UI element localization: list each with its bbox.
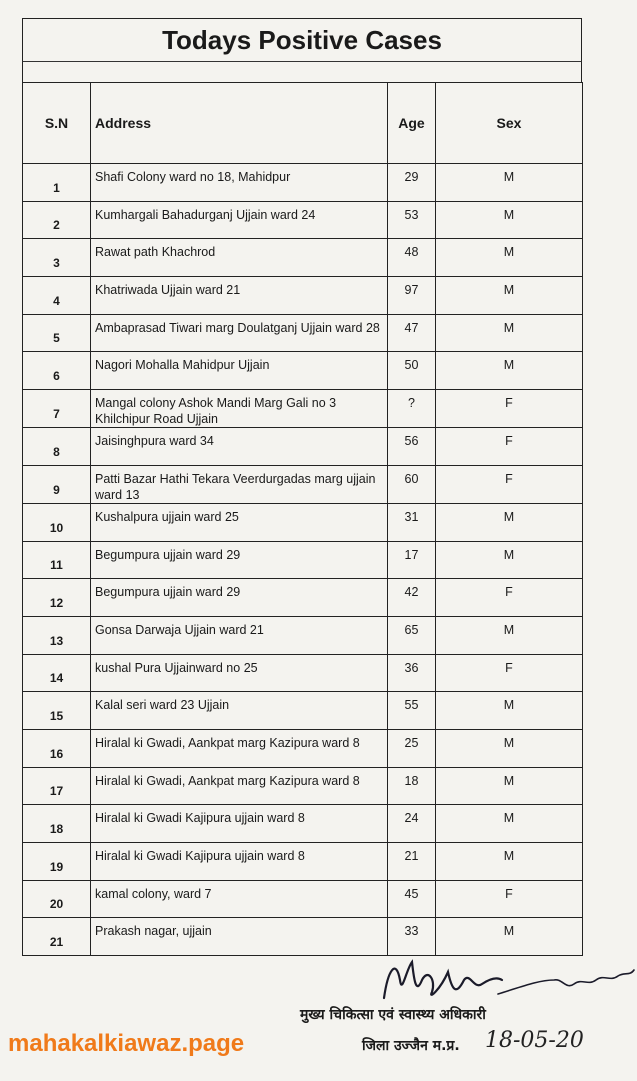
- table-row: [23, 314, 583, 352]
- row-sex: M: [436, 843, 583, 881]
- row-sex: M: [436, 503, 583, 541]
- row-sn: 7: [23, 390, 91, 428]
- row-address: Patti Bazar Hathi Tekara Veerdurgadas marg ujjain ward 13: [91, 465, 388, 503]
- row-age: 48: [388, 239, 436, 277]
- row-sn: 15: [23, 692, 91, 730]
- row-address: kushal Pura Ujjainward no 25: [91, 654, 388, 692]
- table-row: [23, 239, 583, 277]
- row-sex: M: [436, 729, 583, 767]
- row-sn: 18: [23, 805, 91, 843]
- row-age: ?: [388, 390, 436, 428]
- row-address: Hiralal ki Gwadi Kajipura ujjain ward 8: [91, 805, 388, 843]
- table-row: [23, 390, 583, 428]
- row-sex: M: [436, 239, 583, 277]
- table-row: [23, 201, 583, 239]
- row-age: 56: [388, 428, 436, 466]
- table-row: [23, 428, 583, 466]
- page-title: Todays Positive Cases: [162, 24, 442, 55]
- row-age: 53: [388, 201, 436, 239]
- row-age: 36: [388, 654, 436, 692]
- table-row: [23, 729, 583, 767]
- table-row: [23, 465, 583, 503]
- row-sex: M: [436, 201, 583, 239]
- table-row: [23, 805, 583, 843]
- row-sex: F: [436, 390, 583, 428]
- row-sex: M: [436, 918, 583, 956]
- watermark: mahakalkiawaz.page: [8, 1030, 245, 1057]
- row-age: 55: [388, 692, 436, 730]
- row-sex: M: [436, 314, 583, 352]
- header-age: Age: [388, 83, 436, 164]
- row-age: 31: [388, 503, 436, 541]
- row-sn: 21: [23, 918, 91, 956]
- row-age: 17: [388, 541, 436, 579]
- table-row: [23, 277, 583, 315]
- row-sn: 3: [23, 239, 91, 277]
- table-row: [23, 767, 583, 805]
- row-address: Prakash nagar, ujjain: [91, 918, 388, 956]
- row-address: Shafi Colony ward no 18, Mahidpur: [91, 164, 388, 202]
- row-sn: 16: [23, 729, 91, 767]
- row-age: 33: [388, 918, 436, 956]
- row-sn: 1: [23, 164, 91, 202]
- row-address: Hiralal ki Gwadi Kajipura ujjain ward 8: [91, 843, 388, 881]
- row-address: Hiralal ki Gwadi, Aankpat marg Kazipura ward 8: [91, 729, 388, 767]
- row-sn: 10: [23, 503, 91, 541]
- document-sheet: [22, 18, 582, 956]
- header-address: Address: [91, 83, 388, 164]
- row-age: 42: [388, 579, 436, 617]
- row-age: 25: [388, 729, 436, 767]
- table-row: [23, 164, 583, 202]
- table-row: [23, 843, 583, 881]
- row-sn: 8: [23, 428, 91, 466]
- row-sex: M: [436, 352, 583, 390]
- row-sex: F: [436, 465, 583, 503]
- row-sn: 12: [23, 579, 91, 617]
- row-sex: M: [436, 164, 583, 202]
- row-address: Begumpura ujjain ward 29: [91, 579, 388, 617]
- row-sn: 13: [23, 616, 91, 654]
- row-address: Kushalpura ujjain ward 25: [91, 503, 388, 541]
- row-address: Gonsa Darwaja Ujjain ward 21: [91, 616, 388, 654]
- row-address: Hiralal ki Gwadi, Aankpat marg Kazipura ward 8: [91, 767, 388, 805]
- table-row: [23, 541, 583, 579]
- row-sn: 9: [23, 465, 91, 503]
- row-address: Kalal seri ward 23 Ujjain: [91, 692, 388, 730]
- row-address: Jaisinghpura ward 34: [91, 428, 388, 466]
- row-address: Mangal colony Ashok Mandi Marg Gali no 3 Khilchipur Road Ujjain: [91, 390, 388, 428]
- signed-date: 18-05-20: [485, 1028, 584, 1053]
- table-row: [23, 579, 583, 617]
- row-sex: F: [436, 654, 583, 692]
- row-sn: 6: [23, 352, 91, 390]
- table-row: [23, 616, 583, 654]
- row-sn: 20: [23, 880, 91, 918]
- row-address: Rawat path Khachrod: [91, 239, 388, 277]
- row-age: 97: [388, 277, 436, 315]
- row-age: 47: [388, 314, 436, 352]
- row-sn: 17: [23, 767, 91, 805]
- table-row: [23, 503, 583, 541]
- row-sn: 11: [23, 541, 91, 579]
- row-sn: 5: [23, 314, 91, 352]
- table-row: [23, 352, 583, 390]
- row-address: kamal colony, ward 7: [91, 880, 388, 918]
- row-sex: M: [436, 277, 583, 315]
- row-age: 18: [388, 767, 436, 805]
- signature-image: [378, 950, 637, 1010]
- officer-designation: मुख्य चिकित्सा एवं स्वास्थ्य अधिकारी: [300, 1007, 486, 1023]
- row-sex: M: [436, 541, 583, 579]
- row-sn: 4: [23, 277, 91, 315]
- row-sn: 2: [23, 201, 91, 239]
- table-row: [23, 654, 583, 692]
- row-address: Nagori Mohalla Mahidpur Ujjain: [91, 352, 388, 390]
- header-sex: Sex: [436, 83, 583, 164]
- row-sex: F: [436, 880, 583, 918]
- row-sex: F: [436, 428, 583, 466]
- header-sn: S.N: [23, 83, 91, 164]
- row-age: 21: [388, 843, 436, 881]
- row-age: 29: [388, 164, 436, 202]
- row-sex: M: [436, 692, 583, 730]
- title-box: [22, 18, 582, 61]
- table-row: [23, 880, 583, 918]
- row-age: 60: [388, 465, 436, 503]
- row-age: 65: [388, 616, 436, 654]
- row-sn: 14: [23, 654, 91, 692]
- cases-table: [22, 82, 583, 956]
- row-age: 45: [388, 880, 436, 918]
- row-sex: F: [436, 579, 583, 617]
- row-sex: M: [436, 805, 583, 843]
- row-sex: M: [436, 767, 583, 805]
- title-spacer: [22, 61, 582, 82]
- row-age: 24: [388, 805, 436, 843]
- officer-district: जिला उज्जैन म.प्र.: [362, 1038, 460, 1054]
- row-sex: M: [436, 616, 583, 654]
- row-address: Begumpura ujjain ward 29: [91, 541, 388, 579]
- row-address: Kumhargali Bahadurganj Ujjain ward 24: [91, 201, 388, 239]
- table-row: [23, 692, 583, 730]
- row-address: Ambaprasad Tiwari marg Doulatganj Ujjain ward 28: [91, 314, 388, 352]
- row-sn: 19: [23, 843, 91, 881]
- table-header-row: [23, 83, 583, 164]
- row-age: 50: [388, 352, 436, 390]
- row-address: Khatriwada Ujjain ward 21: [91, 277, 388, 315]
